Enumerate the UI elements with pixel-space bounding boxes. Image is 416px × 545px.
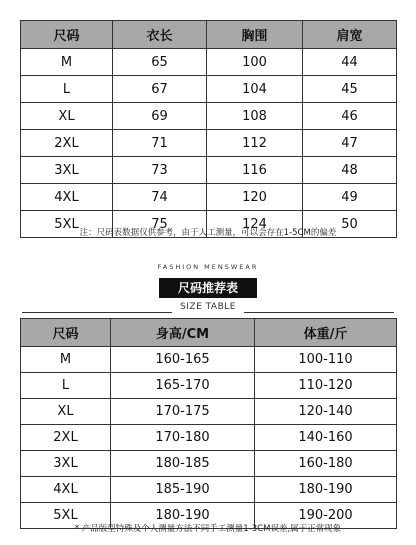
header-size: 尺码: [21, 21, 113, 49]
header-height: 身高/CM: [111, 319, 255, 347]
cell-weight: 110-120: [255, 373, 397, 399]
cell-size: XL: [21, 103, 113, 130]
table-row: [21, 399, 397, 425]
size-chart-note: 注：尺码表数据仅供参考，由于人工测量，可以会存在1-5CM的偏差: [79, 228, 337, 238]
cell-length: 73: [113, 157, 207, 184]
cell-chest: 112: [207, 130, 303, 157]
cell-size: L: [21, 76, 113, 103]
recommend-note: * 产品版型特殊及个人测量方法不同手工测量1-3CM误差,属于正常现象: [74, 524, 342, 534]
divider-right: [244, 312, 394, 313]
size-table-subtitle: SIZE TABLE: [180, 302, 236, 312]
cell-chest: 124: [207, 211, 303, 238]
cell-size: 2XL: [21, 130, 113, 157]
table-row: [21, 373, 397, 399]
header-size: 尺码: [21, 319, 111, 347]
cell-size: 5XL: [21, 503, 111, 529]
table-row: [21, 49, 397, 76]
cell-chest: 120: [207, 184, 303, 211]
cell-length: 65: [113, 49, 207, 76]
cell-length: 71: [113, 130, 207, 157]
header-chest: 胸围: [207, 21, 303, 49]
cell-chest: 104: [207, 76, 303, 103]
table-row: [21, 477, 397, 503]
cell-shoulder: 45: [303, 76, 397, 103]
divider-left: [22, 312, 172, 313]
cell-height: 170-175: [111, 399, 255, 425]
cell-shoulder: 44: [303, 49, 397, 76]
header-shoulder: 肩宽: [303, 21, 397, 49]
cell-height: 180-190: [111, 503, 255, 529]
table-row: [21, 451, 397, 477]
cell-length: 74: [113, 184, 207, 211]
cell-size: L: [21, 373, 111, 399]
cell-length: 67: [113, 76, 207, 103]
cell-weight: 190-200: [255, 503, 397, 529]
cell-size: 4XL: [21, 184, 113, 211]
size-recommend-table: [20, 318, 397, 529]
cell-height: 170-180: [111, 425, 255, 451]
recommend-title-badge: 尺码推荐表: [159, 278, 257, 298]
cell-size: 5XL: [21, 211, 113, 238]
cell-weight: 160-180: [255, 451, 397, 477]
header-length: 衣长: [113, 21, 207, 49]
size-chart-header-row: [21, 21, 397, 49]
header-weight: 体重/斤: [255, 319, 397, 347]
cell-weight: 120-140: [255, 399, 397, 425]
cell-chest: 116: [207, 157, 303, 184]
table-row: [21, 76, 397, 103]
cell-size: 2XL: [21, 425, 111, 451]
size-chart-table: [20, 20, 397, 238]
cell-size: 3XL: [21, 157, 113, 184]
table-row: [21, 157, 397, 184]
cell-chest: 108: [207, 103, 303, 130]
cell-size: XL: [21, 399, 111, 425]
recommend-header-row: [21, 319, 397, 347]
cell-weight: 100-110: [255, 347, 397, 373]
cell-shoulder: 48: [303, 157, 397, 184]
cell-size: M: [21, 49, 113, 76]
table-row: [21, 130, 397, 157]
cell-height: 180-185: [111, 451, 255, 477]
cell-size: M: [21, 347, 111, 373]
cell-size: 3XL: [21, 451, 111, 477]
cell-length: 75: [113, 211, 207, 238]
cell-height: 160-165: [111, 347, 255, 373]
cell-shoulder: 46: [303, 103, 397, 130]
table-row: [21, 347, 397, 373]
cell-weight: 140-160: [255, 425, 397, 451]
cell-height: 185-190: [111, 477, 255, 503]
brand-text: FASHION MENSWEAR: [157, 263, 259, 271]
cell-shoulder: 49: [303, 184, 397, 211]
cell-weight: 180-190: [255, 477, 397, 503]
cell-height: 165-170: [111, 373, 255, 399]
table-row: [21, 425, 397, 451]
cell-size: 4XL: [21, 477, 111, 503]
table-row: [21, 103, 397, 130]
cell-shoulder: 47: [303, 130, 397, 157]
cell-length: 69: [113, 103, 207, 130]
table-row: [21, 184, 397, 211]
cell-shoulder: 50: [303, 211, 397, 238]
cell-chest: 100: [207, 49, 303, 76]
